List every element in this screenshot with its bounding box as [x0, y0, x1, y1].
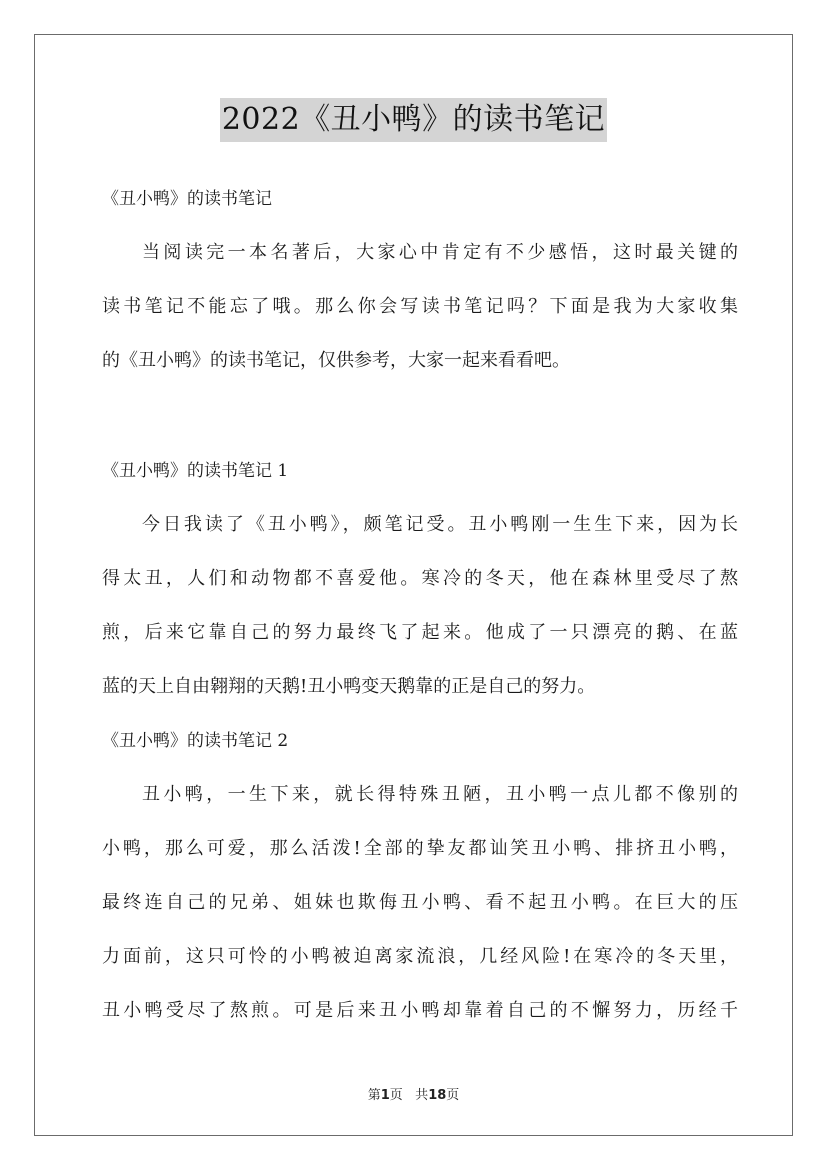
section1-line-3: 煎，后来它靠自己的努力最终飞了起来。他成了一只漂亮的鹅、在蓝: [102, 622, 738, 643]
document-body: [102, 172, 738, 1038]
footer-page-number: 1: [380, 1088, 390, 1103]
section2-heading: 《丑小鸭》的读书笔记 2: [102, 731, 289, 751]
section2-line-5: 丑小鸭受尽了熬煎。可是后来丑小鸭却靠着自己的不懈努力，历经千: [102, 1000, 738, 1021]
footer-prefix: 第: [367, 1088, 381, 1103]
section1-line-4: 蓝的天上自由翱翔的天鹅!丑小鸭变天鹅靠的正是自己的努力。: [102, 676, 596, 697]
footer-total-prefix: 共: [415, 1088, 429, 1103]
section2-line-1: 丑小鸭，一生下来，就长得特殊丑陋，丑小鸭一点儿都不像别的: [142, 784, 738, 805]
document-subtitle: 《丑小鸭》的读书笔记: [102, 189, 272, 209]
footer-page-suffix: 页: [389, 1088, 403, 1103]
section1-heading: 《丑小鸭》的读书笔记 1: [102, 461, 289, 481]
page-footer: [0, 1084, 827, 1103]
intro-line-1: 当阅读完一本名著后，大家心中肯定有不少感悟，这时最关键的: [142, 242, 738, 263]
title-container: [0, 98, 827, 142]
section1-line-1: 今日我读了《丑小鸭》，颇笔记受。丑小鸭刚一生生下来，因为长: [142, 514, 738, 535]
intro-line-3: 的《丑小鸭》的读书笔记，仅供参考，大家一起来看看吧。: [102, 350, 570, 371]
section1-line-2: 得太丑，人们和动物都不喜爱他。寒冷的冬天，他在森林里受尽了熬: [102, 568, 738, 589]
section2-line-3: 最终连自己的兄弟、姐妹也欺侮丑小鸭、看不起丑小鸭。在巨大的压: [102, 892, 738, 913]
paragraph-gap: [102, 388, 738, 444]
footer-total-pages: 18: [428, 1088, 447, 1103]
intro-line-2: 读书笔记不能忘了哦。那么你会写读书笔记吗？下面是我为大家收集: [102, 296, 738, 317]
section2-line-4: 力面前，这只可怜的小鸭被迫离家流浪，几经风险!在寒冷的冬天里，: [102, 946, 738, 967]
section2-line-2: 小鸭，那么可爱，那么活泼!全部的挚友都讪笑丑小鸭、排挤丑小鸭，: [102, 838, 738, 859]
footer-total-suffix: 页: [446, 1088, 460, 1103]
document-title: 2022《丑小鸭》的读书笔记: [220, 98, 607, 142]
